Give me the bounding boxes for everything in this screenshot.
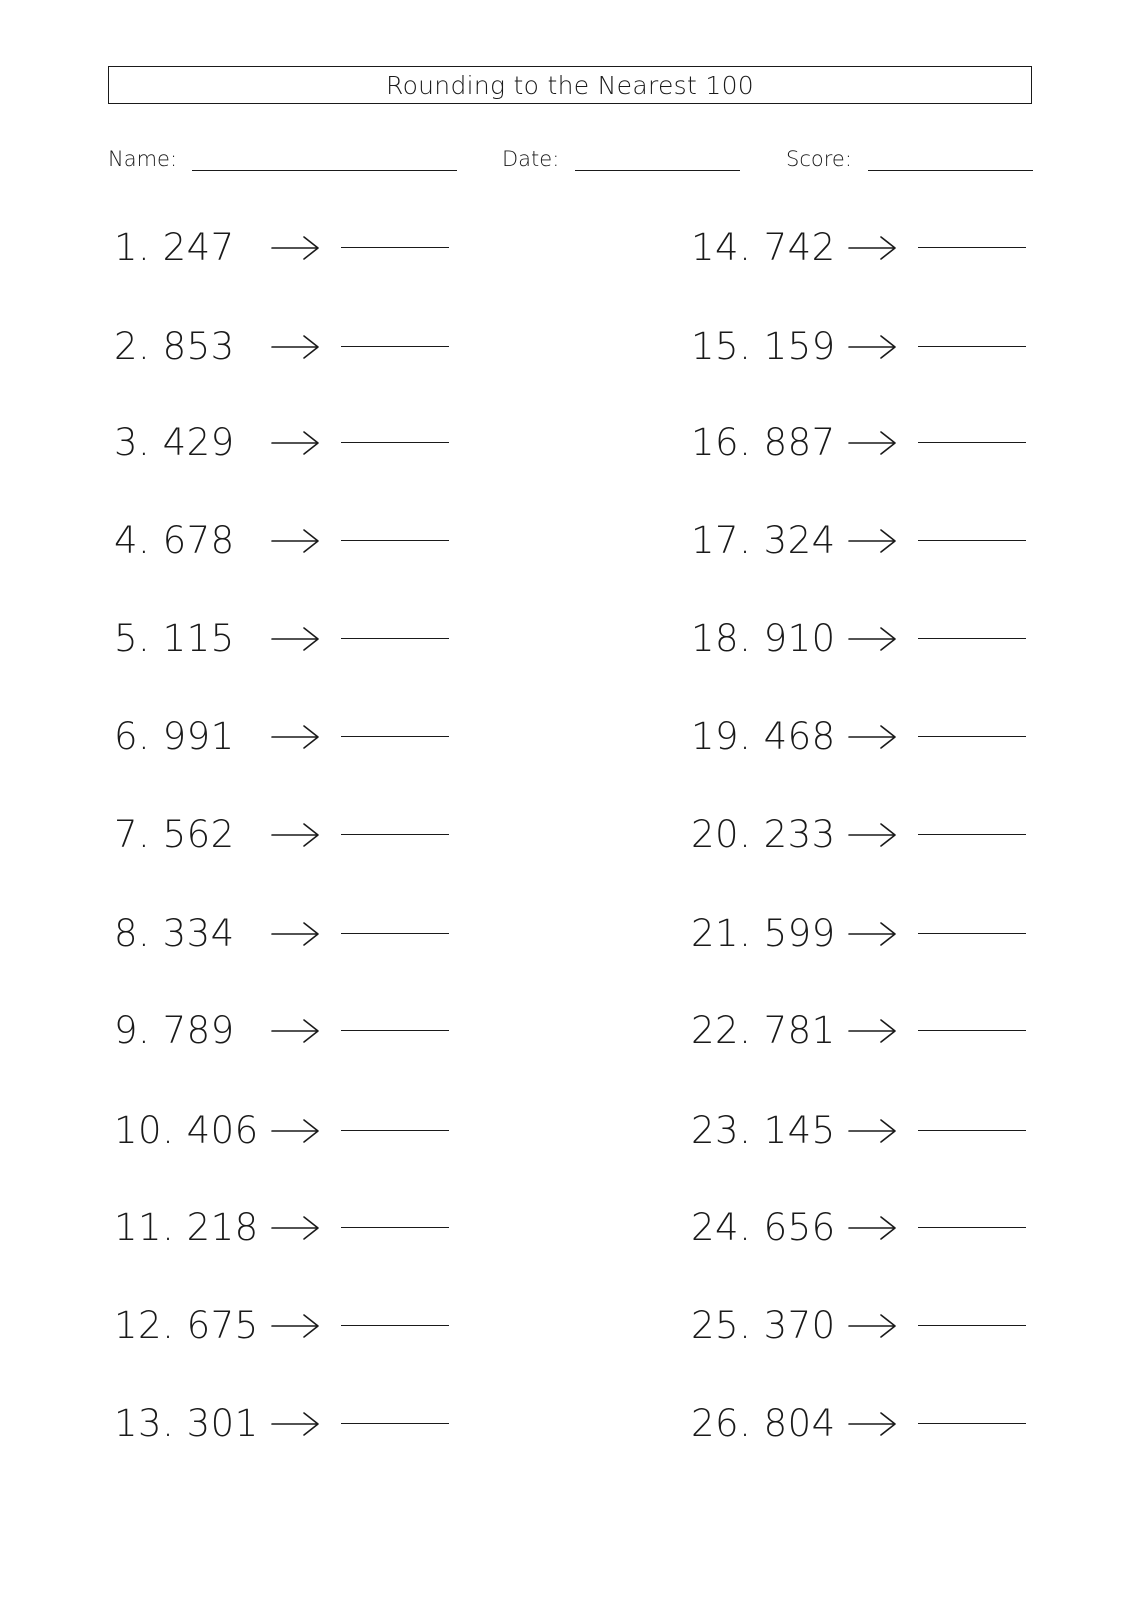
score-field[interactable]: [868, 170, 1033, 171]
problem-item: [114, 614, 454, 664]
answer-field[interactable]: [341, 1227, 449, 1228]
problem-item: [114, 1203, 454, 1253]
problem-number: 20. 233: [691, 813, 836, 856]
problem-item: [691, 1106, 1031, 1156]
arrow-right-icon: [270, 1410, 322, 1438]
problem-item: [691, 322, 1031, 372]
problem-number: 17. 324: [691, 519, 836, 562]
problem-number: 8. 334: [114, 912, 235, 955]
problem-number: 1. 247: [114, 226, 235, 269]
answer-field[interactable]: [341, 1423, 449, 1424]
problem-item: [691, 614, 1031, 664]
score-label: Score:: [786, 147, 852, 171]
problem-number: 24. 656: [691, 1206, 836, 1249]
problem-number: 11. 218: [114, 1206, 259, 1249]
answer-field[interactable]: [918, 1227, 1026, 1228]
arrow-right-icon: [270, 1312, 322, 1340]
answer-field[interactable]: [918, 1130, 1026, 1131]
date-label: Date:: [502, 147, 560, 171]
answer-field[interactable]: [341, 834, 449, 835]
answer-field[interactable]: [341, 540, 449, 541]
arrow-right-icon: [847, 1117, 899, 1145]
problem-item: [114, 1399, 454, 1449]
arrow-right-icon: [270, 527, 322, 555]
problem-item: [114, 909, 454, 959]
problem-number: 18. 910: [691, 617, 836, 660]
problem-number: 12. 675: [114, 1304, 259, 1347]
arrow-right-icon: [847, 625, 899, 653]
answer-field[interactable]: [341, 736, 449, 737]
problem-number: 21. 599: [691, 912, 836, 955]
problem-number: 13. 301: [114, 1402, 259, 1445]
arrow-right-icon: [847, 527, 899, 555]
worksheet-title-box: [108, 66, 1032, 104]
worksheet-title: Rounding to the Nearest 100: [386, 70, 754, 100]
problem-item: [691, 1399, 1031, 1449]
arrow-right-icon: [270, 821, 322, 849]
answer-field[interactable]: [918, 638, 1026, 639]
problem-item: [691, 418, 1031, 468]
arrow-right-icon: [847, 723, 899, 751]
problem-number: 7. 562: [114, 813, 235, 856]
problem-number: 26. 804: [691, 1402, 836, 1445]
answer-field[interactable]: [918, 247, 1026, 248]
problem-item: [114, 810, 454, 860]
arrow-right-icon: [847, 920, 899, 948]
problem-item: [114, 1301, 454, 1351]
answer-field[interactable]: [341, 346, 449, 347]
arrow-right-icon: [847, 1017, 899, 1045]
answer-field[interactable]: [341, 1030, 449, 1031]
arrow-right-icon: [270, 723, 322, 751]
problem-item: [691, 810, 1031, 860]
answer-field[interactable]: [918, 1423, 1026, 1424]
problem-item: [691, 516, 1031, 566]
arrow-right-icon: [270, 920, 322, 948]
problem-item: [691, 223, 1031, 273]
problem-item: [691, 909, 1031, 959]
arrow-right-icon: [847, 429, 899, 457]
answer-field[interactable]: [918, 346, 1026, 347]
problem-item: [691, 712, 1031, 762]
arrow-right-icon: [847, 1214, 899, 1242]
name-field[interactable]: [192, 170, 457, 171]
date-field[interactable]: [575, 170, 740, 171]
name-label: Name:: [108, 147, 178, 171]
problem-item: [114, 1006, 454, 1056]
answer-field[interactable]: [918, 442, 1026, 443]
answer-field[interactable]: [341, 247, 449, 248]
problem-number: 14. 742: [691, 226, 836, 269]
answer-field[interactable]: [918, 736, 1026, 737]
problem-number: 25. 370: [691, 1304, 836, 1347]
answer-field[interactable]: [918, 834, 1026, 835]
problem-item: [114, 322, 454, 372]
answer-field[interactable]: [918, 1325, 1026, 1326]
problem-item: [114, 418, 454, 468]
problem-number: 22. 781: [691, 1009, 836, 1052]
arrow-right-icon: [270, 429, 322, 457]
arrow-right-icon: [847, 234, 899, 262]
answer-field[interactable]: [918, 540, 1026, 541]
answer-field[interactable]: [918, 1030, 1026, 1031]
arrow-right-icon: [847, 1410, 899, 1438]
problem-number: 19. 468: [691, 715, 836, 758]
problem-number: 23. 145: [691, 1109, 836, 1152]
problem-number: 3. 429: [114, 421, 235, 464]
arrow-right-icon: [270, 625, 322, 653]
arrow-right-icon: [270, 1214, 322, 1242]
problem-item: [114, 712, 454, 762]
problem-item: [691, 1203, 1031, 1253]
problem-number: 9. 789: [114, 1009, 235, 1052]
arrow-right-icon: [270, 1117, 322, 1145]
problem-number: 4. 678: [114, 519, 235, 562]
answer-field[interactable]: [341, 442, 449, 443]
answer-field[interactable]: [341, 1325, 449, 1326]
problem-number: 2. 853: [114, 325, 235, 368]
arrow-right-icon: [270, 1017, 322, 1045]
problem-number: 15. 159: [691, 325, 836, 368]
problem-number: 5. 115: [114, 617, 235, 660]
arrow-right-icon: [847, 821, 899, 849]
arrow-right-icon: [270, 333, 322, 361]
arrow-right-icon: [847, 1312, 899, 1340]
answer-field[interactable]: [341, 1130, 449, 1131]
problem-number: 6. 991: [114, 715, 235, 758]
problem-item: [114, 1106, 454, 1156]
problem-number: 16. 887: [691, 421, 836, 464]
arrow-right-icon: [847, 333, 899, 361]
problem-item: [114, 223, 454, 273]
problem-item: [691, 1006, 1031, 1056]
problem-item: [114, 516, 454, 566]
problem-number: 10. 406: [114, 1109, 259, 1152]
answer-field[interactable]: [341, 638, 449, 639]
problem-item: [691, 1301, 1031, 1351]
arrow-right-icon: [270, 234, 322, 262]
answer-field[interactable]: [341, 933, 449, 934]
answer-field[interactable]: [918, 933, 1026, 934]
